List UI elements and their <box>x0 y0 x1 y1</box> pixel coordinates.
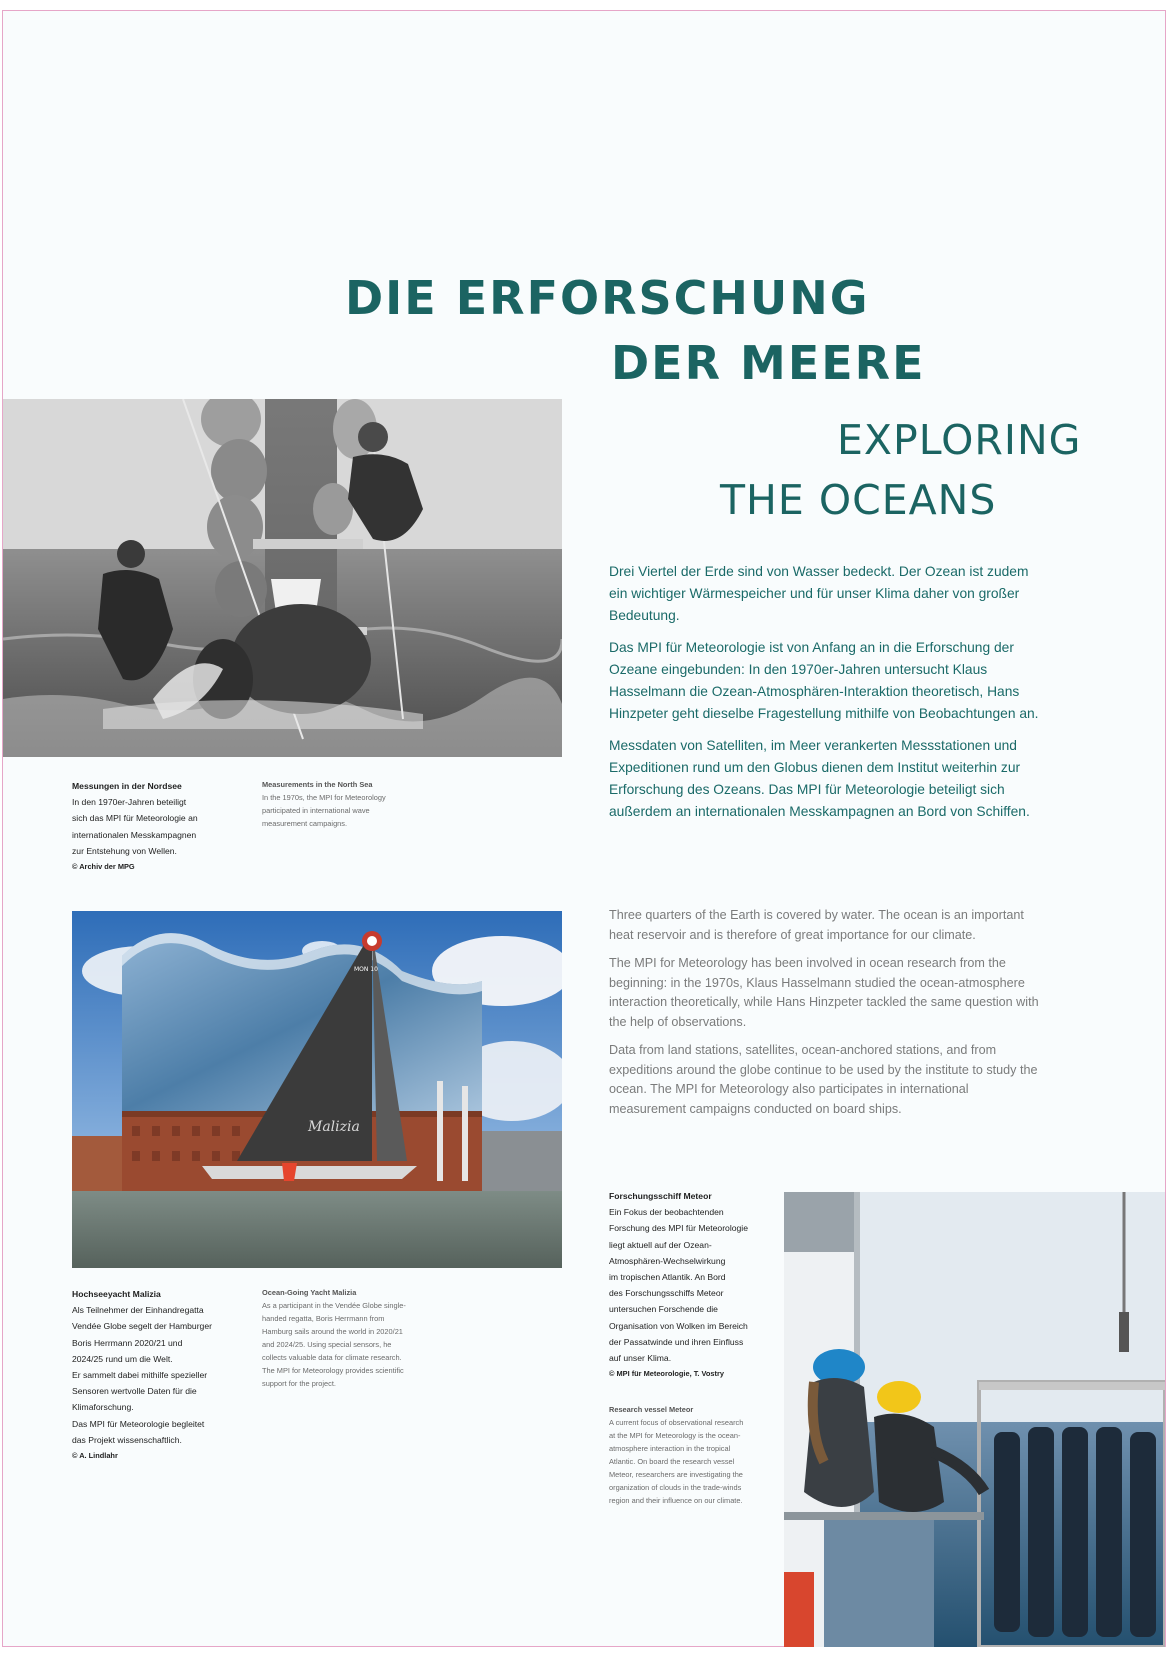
caption-line: Sensoren wertvolle Daten für die <box>72 1386 197 1397</box>
research-vessel-meteor-photo <box>784 1192 1165 1647</box>
caption-line: Das MPI für Meteorologie begleitet <box>72 1418 205 1429</box>
paragraph-german-2: Das MPI für Meteorologie ist von Anfang an in die Erforschung der Ozeane eingebunden: In den 1970er-Jahren untersucht Klaus Hasselmann die Ozean-Atmosphären-Interaktion theoretisch, Hans Hinzpeter geht dieselbe Fragestellung mithilfe von Beobachtungen an. <box>609 640 1039 721</box>
caption-line: Vendée Globe segelt der Hamburger <box>72 1321 212 1332</box>
caption-title: Measurements in the North Sea <box>262 780 373 789</box>
caption-line: In den 1970er-Jahren beteiligt <box>72 797 187 808</box>
north-sea-photo-illustration <box>3 399 562 757</box>
caption-line: Klimaforschung. <box>72 1402 134 1413</box>
elbphilharmonie-photo-illustration <box>72 911 562 1268</box>
caption-title: Ocean-Going Yacht Malizia <box>262 1288 357 1297</box>
title-english-line-1: EXPLORING <box>837 416 1082 464</box>
yacht-sail-number: MON 10 <box>354 966 378 973</box>
caption-line: Forschung des MPI für Meteorologie <box>609 1223 748 1234</box>
caption-line: auf unser Klima. <box>609 1353 672 1364</box>
body-text-german <box>609 561 1039 833</box>
caption-line: Organisation von Wolken im Bereich <box>609 1320 748 1331</box>
caption-line: Meteor, researchers are investigating the <box>609 1470 743 1479</box>
caption-line: das Projekt wissenschaftlich. <box>72 1434 182 1445</box>
caption-line: Als Teilnehmer der Einhandregatta <box>72 1305 204 1316</box>
caption-meteor-english <box>609 1403 774 1507</box>
body-text-english <box>609 906 1049 1128</box>
paragraph-english-3: Data from land stations, satellites, ocean-anchored stations, and from expeditions around the globe continue to be used by the institute to study the ocean. The MPI for Meteorology also participates in international measurement campaigns conducted on board ships. <box>609 1043 1038 1116</box>
caption-line: measurement campaigns. <box>262 819 348 828</box>
caption-line: participated in international wave <box>262 806 370 815</box>
caption-line: des Forschungsschiffs Meteor <box>609 1288 724 1299</box>
caption-line: handed regatta, Boris Herrmann from <box>262 1314 385 1323</box>
caption-line: atmosphere interaction in the tropical <box>609 1444 731 1453</box>
title-german-line-1: DIE ERFORSCHUNG <box>345 271 870 325</box>
caption-line: Boris Herrmann 2020/21 und <box>72 1337 183 1348</box>
photo-credit: © MPI für Meteorologie, T. Vostry <box>609 1369 724 1379</box>
caption-line: at the MPI for Meteorology is the ocean- <box>609 1431 741 1440</box>
caption-north-sea-english <box>262 778 432 830</box>
caption-line: In the 1970s, the MPI for Meteorology <box>262 793 386 802</box>
title-english-line-2: THE OCEANS <box>720 476 997 524</box>
caption-line: A current focus of observational research <box>609 1418 744 1427</box>
caption-line: Atlantic. On board the research vessel <box>609 1457 735 1466</box>
caption-title: Research vessel Meteor <box>609 1405 694 1414</box>
caption-line: As a participant in the Vendée Globe single- <box>262 1301 406 1310</box>
caption-line: sich das MPI für Meteorologie an <box>72 813 198 824</box>
caption-line: der Passatwinde und ihren Einfluss <box>609 1336 744 1347</box>
elbphilharmonie-yacht-photo <box>72 911 562 1268</box>
caption-line: organization of clouds in the trade-winds <box>609 1483 742 1492</box>
meteor-photo-illustration <box>784 1192 1165 1647</box>
caption-line: liegt aktuell auf der Ozean- <box>609 1239 712 1250</box>
caption-line: zur Entstehung von Wellen. <box>72 845 177 856</box>
caption-line: Er sammelt dabei mithilfe spezieller <box>72 1370 208 1381</box>
north-sea-measurement-photo <box>3 399 562 757</box>
caption-line: region and their influence on our climate. <box>609 1496 743 1505</box>
title-german-line-2: DER MEERE <box>611 336 926 390</box>
caption-line: collects valuable data for climate research. <box>262 1353 402 1362</box>
caption-meteor-german <box>609 1188 774 1382</box>
paragraph-german-3: Messdaten von Satelliten, im Meer verankerten Messstationen und Expeditionen rund um den Globus dienen dem Institut weiterhin zur Erforschung des Ozeans. Das MPI für Meteorologie beteiligt sich außerdem an internationalen Messkampagnen an Bord von Schiffen. <box>609 738 1030 819</box>
caption-line: The MPI for Meteorology provides scientific <box>262 1366 404 1375</box>
caption-line: and 2024/25. Using special sensors, he <box>262 1340 392 1349</box>
photo-credit: © Archiv der MPG <box>72 862 135 872</box>
caption-line: Atmosphären-Wechselwirkung <box>609 1255 726 1266</box>
caption-line: Hamburg sails around the world in 2020/21 <box>262 1327 403 1336</box>
caption-line: 2024/25 rund um die Welt. <box>72 1353 173 1364</box>
caption-line: internationalen Messkampagnen <box>72 829 197 840</box>
caption-title: Forschungsschiff Meteor <box>609 1191 712 1201</box>
caption-line: Ein Fokus der beobachtenden <box>609 1207 724 1218</box>
paragraph-english-1: Three quarters of the Earth is covered by water. The ocean is an important heat reservoir and is therefore of great importance for our climate. <box>609 908 1024 942</box>
caption-line: support for the project. <box>262 1379 336 1388</box>
paragraph-english-2: The MPI for Meteorology has been involved in ocean research from the beginning: in the 1970s, Klaus Hasselmann studied the ocean-atmosphere interaction theoretically, while Hans Hinzpeter tackled the same question with the help of observations. <box>609 956 1039 1029</box>
caption-line: untersuchen Forschende die <box>609 1304 718 1315</box>
caption-title: Messungen in der Nordsee <box>72 781 182 791</box>
caption-malizia-english <box>262 1286 437 1390</box>
caption-malizia-german <box>72 1286 242 1464</box>
photo-credit: © A. Lindlahr <box>72 1451 118 1461</box>
caption-north-sea-german <box>72 778 242 875</box>
caption-line: im tropischen Atlantik. An Bord <box>609 1272 726 1283</box>
caption-title: Hochseeyacht Malizia <box>72 1289 161 1299</box>
yacht-sail-name: Malizia <box>308 1119 360 1135</box>
paragraph-german-1: Drei Viertel der Erde sind von Wasser bedeckt. Der Ozean ist zudem ein wichtiger Wärmespeicher und für unser Klima daher von großer Bedeutung. <box>609 564 1029 623</box>
